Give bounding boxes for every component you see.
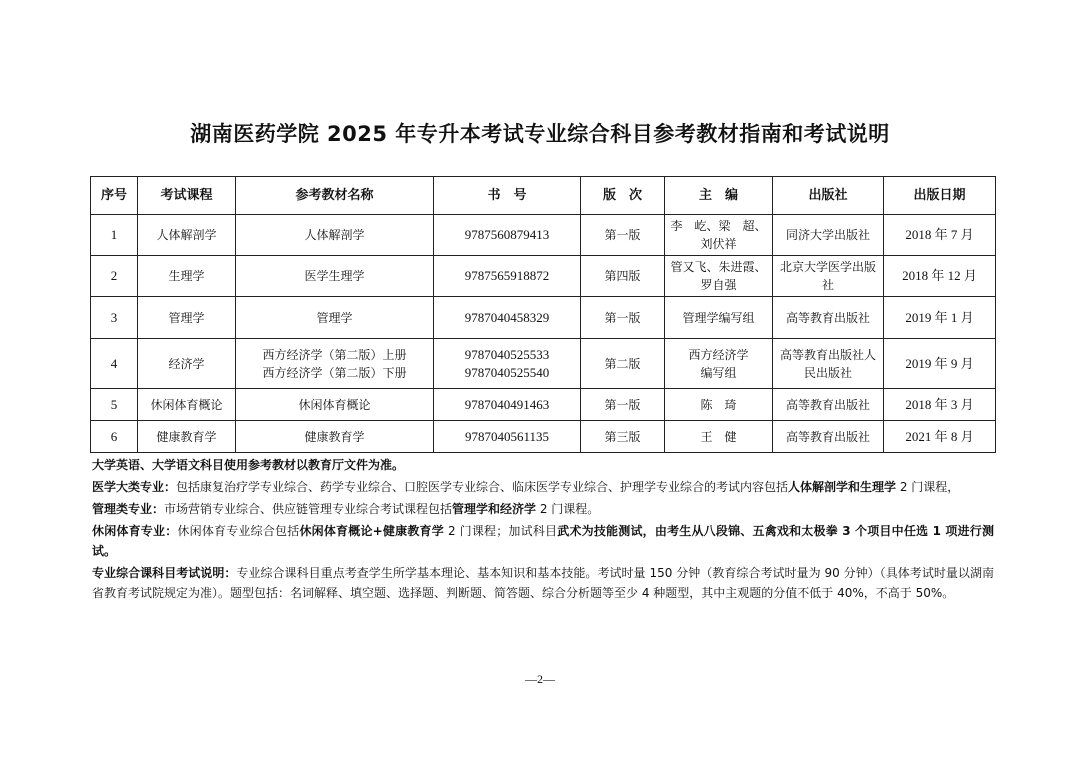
book-title-cell xyxy=(236,339,434,389)
isbn: 9787040525540 xyxy=(464,364,550,380)
header-cell: 考试课程 xyxy=(138,177,236,215)
note-bold: 管理学和经济学 xyxy=(452,502,537,516)
edition-cell: 第二版 xyxy=(581,339,665,389)
date-cell: 2019 年 1 月 xyxy=(884,297,996,339)
table-row xyxy=(91,339,996,389)
book-title: 人体解剖学 xyxy=(304,228,365,242)
edition-cell: 第一版 xyxy=(581,389,665,421)
header-cell: 出版社 xyxy=(773,177,884,215)
book-title-cell xyxy=(236,297,434,339)
note-text: 休闲体育专业综合包括 xyxy=(177,524,300,538)
book-title: 西方经济学（第二版）下册 xyxy=(262,365,407,380)
note-text: 包括康复治疗学专业综合、药学专业综合、口腔医学专业综合、临床医学专业综合、护理学专业综合的考试内容包括 xyxy=(176,480,789,494)
publisher-line: 高等教育出版社人 xyxy=(779,347,876,362)
course-cell: 经济学 xyxy=(138,339,236,389)
book-title: 休闲体育概论 xyxy=(298,397,371,412)
publisher-line: 高等教育出版社 xyxy=(785,310,870,325)
editor-line: 编写组 xyxy=(700,365,737,380)
book-title-cell xyxy=(236,256,434,297)
publisher-line: 高等教育出版社 xyxy=(785,429,870,444)
isbn-cell xyxy=(434,215,581,256)
note-text: 市场营销专业综合、供应链管理专业综合考试课程包括 xyxy=(164,502,453,516)
editor-line: 王 健 xyxy=(700,429,737,444)
page-title: 湖南医药学院 2025 年专升本考试专业综合科目参考教材指南和考试说明 xyxy=(190,122,890,146)
header-cell: 版 次 xyxy=(581,177,665,215)
edition-cell: 第一版 xyxy=(581,215,665,256)
header-cell: 出版日期 xyxy=(884,177,996,215)
table-row xyxy=(91,297,996,339)
row-number: 5 xyxy=(91,389,138,421)
table-row xyxy=(91,421,996,453)
publisher-line: 社 xyxy=(821,278,834,292)
isbn: 9787040491463 xyxy=(464,396,550,412)
note-label: 医学大类专业： xyxy=(92,480,177,494)
note-exam xyxy=(92,563,994,603)
book-title: 管理学 xyxy=(316,310,353,325)
textbook-table xyxy=(90,176,996,453)
isbn: 9787040458329 xyxy=(464,309,550,325)
row-number: 1 xyxy=(91,215,138,256)
publisher-cell xyxy=(773,297,884,339)
publisher-line: 北京大学医学出版 xyxy=(779,260,876,274)
book-title: 健康教育学 xyxy=(304,429,365,444)
row-number: 6 xyxy=(91,421,138,453)
editor-line: 管理学编写组 xyxy=(682,310,755,325)
table-row xyxy=(91,256,996,297)
date-cell: 2018 年 3 月 xyxy=(884,389,996,421)
note-sports xyxy=(92,521,994,561)
date-cell: 2021 年 8 月 xyxy=(884,421,996,453)
isbn-cell xyxy=(434,389,581,421)
note-label: 管理类专业： xyxy=(92,502,165,516)
publisher-line: 高等教育出版社 xyxy=(785,397,870,412)
note-english-text: 大学英语、大学语文科目使用参考教材以教育厅文件为准。 xyxy=(92,458,405,472)
note-text: 2 门课程。 xyxy=(536,502,600,516)
date-cell: 2019 年 9 月 xyxy=(884,339,996,389)
editor-line: 陈 琦 xyxy=(700,397,737,412)
row-number: 2 xyxy=(91,256,138,297)
editor-cell xyxy=(665,389,773,421)
note-text: 专业综合课科目重点考查学生所学基本理论、基本知识和基本技能。考试时量 150 分钟（教育综合考试时量为 90 分钟）（具体考试时量以湖南省教育考试院规定为准）。题型包括：名词解释、填空题、选择题、判断题、简答题、综合分析题等至少 4 种题型，其中主观题的分值不低于 40%，不高于 50%。 xyxy=(92,566,994,600)
publisher-line: 民出版社 xyxy=(803,365,852,380)
editor-line: 西方经济学 xyxy=(688,347,749,362)
isbn: 9787565918872 xyxy=(464,268,550,283)
isbn: 9787040561135 xyxy=(464,428,550,444)
editor-cell xyxy=(665,339,773,389)
book-title-cell xyxy=(236,215,434,256)
header-cell: 主 编 xyxy=(665,177,773,215)
date-cell: 2018 年 12 月 xyxy=(884,256,996,297)
isbn-cell xyxy=(434,297,581,339)
note-text: 2 门课程；加试科目 xyxy=(443,524,558,538)
note-management xyxy=(92,499,994,519)
course-cell: 人体解剖学 xyxy=(138,215,236,256)
edition-cell: 第四版 xyxy=(581,256,665,297)
header-cell: 参考教材名称 xyxy=(236,177,434,215)
page-number: —2— xyxy=(525,672,555,686)
date-cell: 2018 年 7 月 xyxy=(884,215,996,256)
row-number: 4 xyxy=(91,339,138,389)
isbn-cell xyxy=(434,256,581,297)
note-bold: 武术为技能测试，由考生从八段锦、五禽戏和太极拳 3 个项目中任选 1 项进行测试。 xyxy=(92,524,994,558)
book-title-cell xyxy=(236,421,434,453)
course-cell: 生理学 xyxy=(138,256,236,297)
editor-line: 刘伏祥 xyxy=(700,237,737,251)
edition-cell: 第三版 xyxy=(581,421,665,453)
edition-cell: 第一版 xyxy=(581,297,665,339)
row-number: 3 xyxy=(91,297,138,339)
note-text: 2 门课程， xyxy=(896,480,960,494)
note-bold: 休闲体育概论+健康教育学 xyxy=(299,524,444,538)
publisher-line: 同济大学出版社 xyxy=(785,228,870,242)
table-row xyxy=(91,389,996,421)
header-cell: 序号 xyxy=(91,177,138,215)
course-cell: 休闲体育概论 xyxy=(138,389,236,421)
editor-cell xyxy=(665,215,773,256)
course-cell: 管理学 xyxy=(138,297,236,339)
header-cell: 书 号 xyxy=(434,177,581,215)
isbn: 9787040525533 xyxy=(464,346,550,362)
editor-cell xyxy=(665,256,773,297)
publisher-cell xyxy=(773,339,884,389)
book-title-cell xyxy=(236,389,434,421)
note-bold: 人体解剖学和生理学 xyxy=(788,480,897,494)
table-row xyxy=(91,215,996,256)
notes-section xyxy=(92,455,994,605)
isbn-cell xyxy=(434,339,581,389)
note-english xyxy=(92,455,994,475)
publisher-cell xyxy=(773,389,884,421)
editor-cell xyxy=(665,421,773,453)
table-header-row xyxy=(91,177,996,215)
editor-line: 李 屹、梁 超、 xyxy=(670,219,767,233)
editor-line: 管又飞、朱进霞、 xyxy=(670,260,767,274)
editor-cell xyxy=(665,297,773,339)
publisher-cell xyxy=(773,256,884,297)
note-medical xyxy=(92,477,994,497)
book-title: 西方经济学（第二版）上册 xyxy=(262,347,407,362)
book-title: 医学生理学 xyxy=(304,269,365,283)
note-label: 休闲体育专业： xyxy=(92,524,178,538)
editor-line: 罗自强 xyxy=(700,278,737,292)
isbn: 9787560879413 xyxy=(464,227,550,242)
course-cell: 健康教育学 xyxy=(138,421,236,453)
isbn-cell xyxy=(434,421,581,453)
publisher-cell xyxy=(773,215,884,256)
note-label: 专业综合课科目考试说明： xyxy=(92,566,237,580)
publisher-cell xyxy=(773,421,884,453)
